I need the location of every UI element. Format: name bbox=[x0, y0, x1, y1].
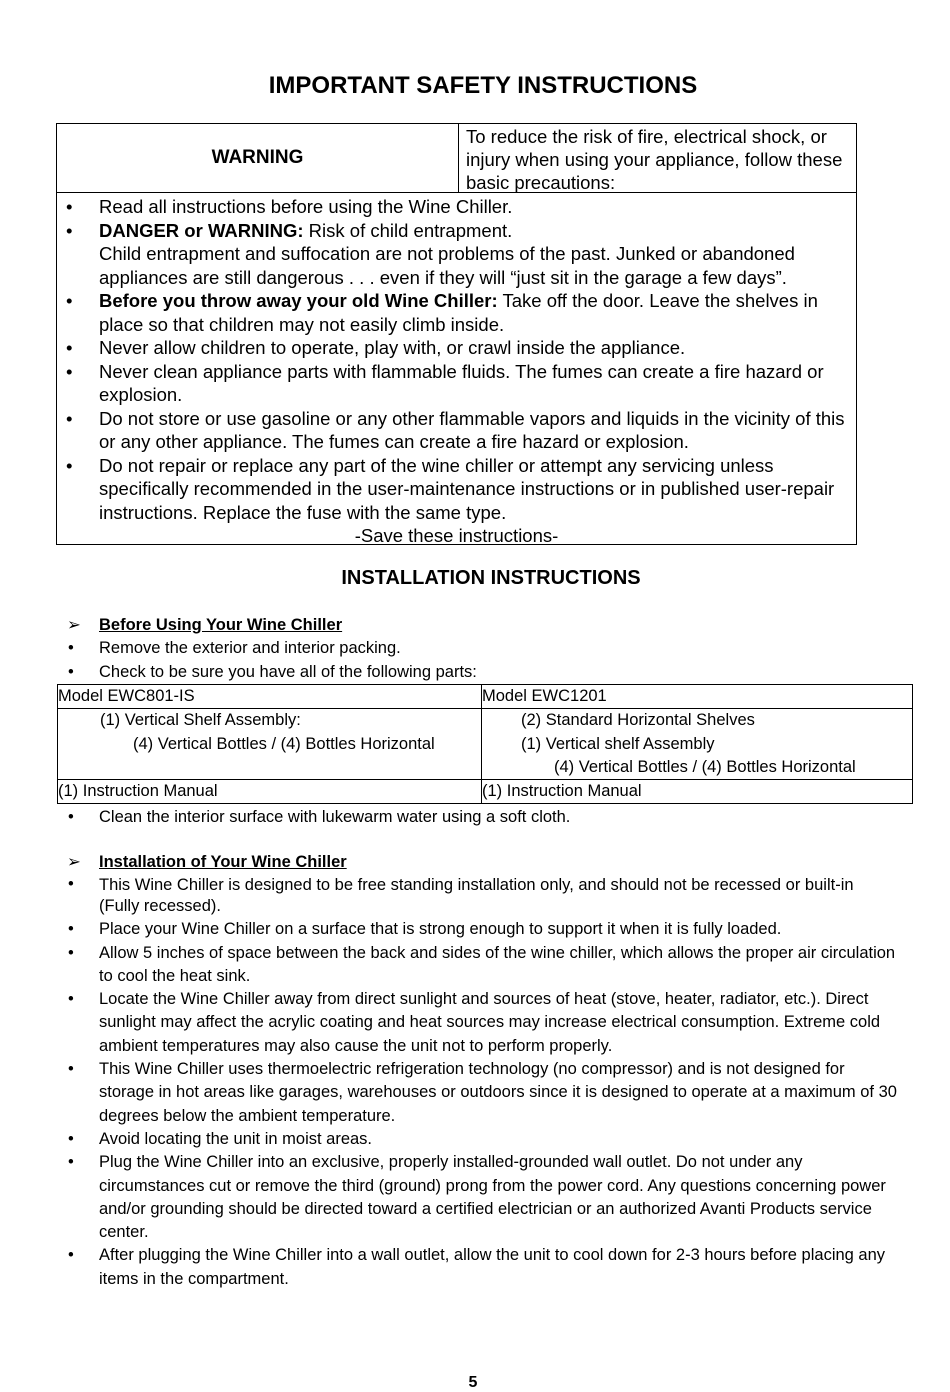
model-ewc801-parts: (1) Vertical Shelf Assembly: (4) Vertical Bottles / (4) Bottles Horizontal bbox=[58, 709, 482, 780]
warning-text: To reduce the risk of fire, electrical shock, or injury when using your appliance, follow these basic precautions: bbox=[466, 126, 843, 193]
list-item: • Do not store or use gasoline or any other flammable vapors and liquids in the vicinity of this or any other appliance. The fumes can create a fire hazard or explosion. bbox=[66, 407, 845, 452]
list-item: • Never allow children to operate, play with, or crawl inside the appliance. bbox=[66, 337, 686, 358]
list-item: • Allow 5 inches of space between the back and sides of the wine chiller, which allows the proper air circulation to cool the heat sink. bbox=[68, 943, 896, 985]
clean-note bbox=[57, 806, 917, 829]
save-instructions: -Save these instructions- bbox=[354, 525, 559, 546]
list-item: • Check to be sure you have all of the following parts: bbox=[68, 662, 477, 681]
model-ewc1201-header: Model EWC1201 bbox=[482, 685, 913, 709]
model-ewc1201-parts: (2) Standard Horizontal Shelves (1) Vertical shelf Assembly (4) Vertical Bottles / (4) Bottles Horizontal bbox=[482, 709, 913, 780]
list-item: • Remove the exterior and interior packing. bbox=[68, 639, 401, 658]
arrow-bullet-icon: ➢ bbox=[67, 616, 81, 634]
list-item: • Do not repair or replace any part of the wine chiller or attempt any servicing unless specifically recommended in the user-maintenance instructions or in published user-repair instructions. Replace the fuse with the same type. bbox=[66, 454, 835, 523]
list-item: • Clean the interior surface with lukewarm water using a soft cloth. bbox=[68, 808, 571, 826]
page-title: IMPORTANT SAFETY INSTRUCTIONS bbox=[268, 72, 698, 99]
installation-section bbox=[57, 851, 917, 1291]
list-item: • DANGER or WARNING: Risk of child entrapment. Child entrapment and suffocation are not problems of the past. Junked or abandoned appliances are still dangerous . . . even if they will “just sit in the garage a few days”. bbox=[66, 219, 795, 288]
warning-header bbox=[57, 124, 856, 193]
list-item: • Locate the Wine Chiller away from direct sunlight and sources of heat (stove, heater, radiator, etc.). Direct sunlight may affect the acrylic coating and heat sources may increase electrical consumption. Extreme cold ambient temperatures may also cause the unit not to perform properly. bbox=[68, 990, 881, 1055]
safety-box bbox=[56, 123, 857, 545]
list-item: • Plug the Wine Chiller into an exclusive, properly installed-grounded wall outlet. Do not under any circumstances cut or remove the third (ground) prong from the power cord. Any questions concerning power and/or grounding should be directed toward a certified electrician or an authorized Avanti Products service center. bbox=[68, 1153, 886, 1242]
list-item: • After plugging the Wine Chiller into a wall outlet, allow the unit to cool down for 2-3 hours before placing any items in the compartment. bbox=[68, 1246, 886, 1288]
list-item: • Place your Wine Chiller on a surface that is strong enough to support it when it is fully loaded. bbox=[68, 920, 782, 939]
list-item: • Never clean appliance parts with flammable fluids. The fumes can create a fire hazard or explosion. bbox=[66, 360, 824, 405]
list-item: • Before you throw away your old Wine Chiller: Take off the door. Leave the shelves in place so that children may not easily climb inside. bbox=[66, 290, 818, 335]
safety-list bbox=[57, 195, 856, 547]
model-ewc801-header: Model EWC801-IS bbox=[58, 685, 482, 709]
arrow-bullet-icon: ➢ bbox=[67, 853, 81, 871]
installation-heading: ➢ Installation of Your Wine Chiller bbox=[57, 851, 917, 874]
model-ewc1201-manual: (1) Instruction Manual bbox=[482, 780, 913, 804]
before-using-heading: ➢ Before Using Your Wine Chiller bbox=[57, 614, 917, 637]
installation-title: INSTALLATION INSTRUCTIONS bbox=[341, 567, 641, 589]
list-item: • Read all instructions before using the Wine Chiller. bbox=[66, 196, 513, 217]
before-using-section bbox=[57, 614, 917, 684]
model-ewc801-manual: (1) Instruction Manual bbox=[58, 780, 482, 804]
warning-label: WARNING bbox=[57, 124, 459, 192]
list-item: • This Wine Chiller is designed to be free standing installation only, and should not be recessed or built-in (Fully recessed). bbox=[68, 875, 854, 915]
list-item: • Avoid locating the unit in moist areas. bbox=[68, 1129, 373, 1148]
list-item: • This Wine Chiller uses thermoelectric refrigeration technology (no compressor) and is not designed for storage in hot areas like garages, warehouses or outdoors since it is designed to operate at a maximum of 30 degrees below the ambient temperature. bbox=[68, 1060, 897, 1125]
parts-table bbox=[57, 684, 913, 804]
page-number: 5 bbox=[468, 1374, 478, 1391]
